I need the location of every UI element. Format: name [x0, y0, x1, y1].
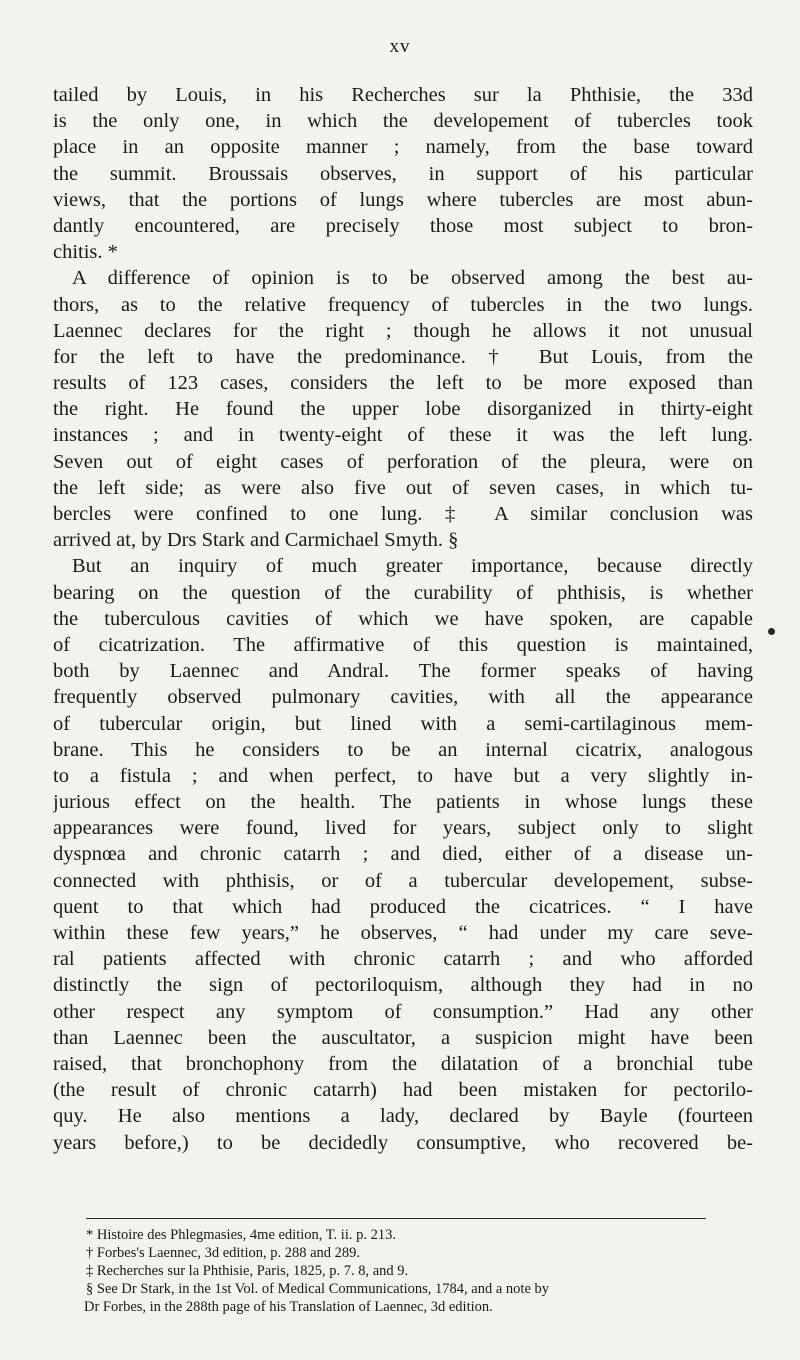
text-line: the right. He found the upper lobe disorganized in thirty-eight — [53, 398, 753, 421]
text-line: results of 123 cases, considers the left to be more exposed than — [53, 372, 753, 395]
text-line: than Laennec been the auscultator, a suspicion might have been — [53, 1026, 753, 1049]
text-line: views, that the portions of lungs where tubercles are most abun- — [53, 188, 753, 211]
text-line: within these few years,” he observes, “ had under my care seve- — [53, 922, 753, 944]
text-line: dyspnœa and chronic catarrh ; and died, either of a disease un- — [53, 843, 753, 866]
text-line: to a fistula ; and when perfect, to have but a very slightly in- — [53, 764, 753, 787]
text-line: the left side; as were also five out of seven cases, in which tu- — [53, 476, 753, 499]
text-line: bercles were confined to one lung. ‡ A similar conclusion was — [53, 503, 753, 525]
text-line: A difference of opinion is to be observed among the best au- — [72, 267, 753, 290]
text-line: thors, as to the relative frequency of tubercles in the two lungs. — [53, 293, 753, 316]
text-line: other respect any symptom of consumption.” Had any other — [53, 1000, 753, 1023]
text-line: both by Laennec and Andral. The former speaks of having — [53, 660, 753, 683]
footnote: † Forbes's Laennec, 3d edition, p. 288 and 289. — [86, 1245, 361, 1261]
text-line: distinctly the sign of pectoriloquism, although they had in no — [53, 974, 753, 997]
body-text — [53, 82, 753, 1156]
text-line: Seven out of eight cases of perforation of the pleura, were on — [53, 450, 753, 473]
text-line: of cicatrization. The affirmative of this question is maintained, — [53, 633, 753, 656]
text-line: appearances were found, lived for years, subject only to slight — [53, 817, 753, 840]
footnote: § See Dr Stark, in the 1st Vol. of Medical Communications, 1784, and a note by — [86, 1281, 550, 1297]
text-line: for the left to have the predominance. † But Louis, from the — [53, 345, 753, 368]
text-line: ral patients affected with chronic catarrh ; and who afforded — [53, 948, 753, 971]
footnotes — [84, 1226, 754, 1316]
text-line: place in an opposite manner ; namely, from the base toward — [53, 136, 753, 159]
text-line: the summit. Broussais observes, in support of his particular — [53, 162, 753, 185]
text-line: jurious effect on the health. The patients in whose lungs these — [53, 791, 753, 814]
text-line: quent to that which had produced the cicatrices. “ I have — [53, 895, 753, 918]
text-line: connected with phthisis, or of a tubercular developement, subse- — [53, 869, 753, 892]
footnote: ‡ Recherches sur la Phthisie, Paris, 1825, p. 7. 8, and 9. — [86, 1263, 409, 1279]
footnote: * Histoire des Phlegmasies, 4me edition, T. ii. p. 213. — [86, 1227, 396, 1243]
footnote-rule — [86, 1218, 706, 1219]
footnote-continuation: Dr Forbes, in the 288th page of his Translation of Laennec, 3d edition. — [84, 1299, 493, 1315]
text-line: arrived at, by Drs Stark and Carmichael Smyth. § — [53, 529, 459, 552]
text-line: (the result of chronic catarrh) had been mistaken for pectorilo- — [53, 1079, 753, 1102]
margin-dot — [768, 628, 775, 635]
text-line: quy. He also mentions a lady, declared by Bayle (fourteen — [53, 1105, 753, 1128]
text-line: frequently observed pulmonary cavities, with all the appearance — [53, 686, 753, 709]
text-line: brane. This he considers to be an internal cicatrix, analogous — [53, 738, 753, 761]
text-line: Laennec declares for the right ; though he allows it not unusual — [53, 319, 753, 342]
text-line: dantly encountered, are precisely those most subject to bron- — [53, 214, 753, 237]
text-line: chitis. * — [53, 241, 118, 264]
text-line: bearing on the question of the curability of phthisis, is whether — [53, 581, 753, 604]
text-line: is the only one, in which the developement of tubercles took — [53, 110, 753, 133]
text-line: tailed by Louis, in his Recherches sur la Phthisie, the 33d — [53, 84, 753, 106]
text-line: the tuberculous cavities of which we have spoken, are capable — [53, 607, 753, 630]
text-line: years before,) to be decidedly consumptive, who recovered be- — [53, 1131, 753, 1154]
text-line: But an inquiry of much greater importance, because directly — [72, 555, 753, 578]
text-line: of tubercular origin, but lined with a semi-cartilaginous mem- — [53, 712, 753, 735]
text-line: instances ; and in twenty-eight of these it was the left lung. — [53, 424, 753, 447]
page-number: xv — [389, 36, 411, 57]
text-line: raised, that bronchophony from the dilatation of a bronchial tube — [53, 1052, 753, 1075]
